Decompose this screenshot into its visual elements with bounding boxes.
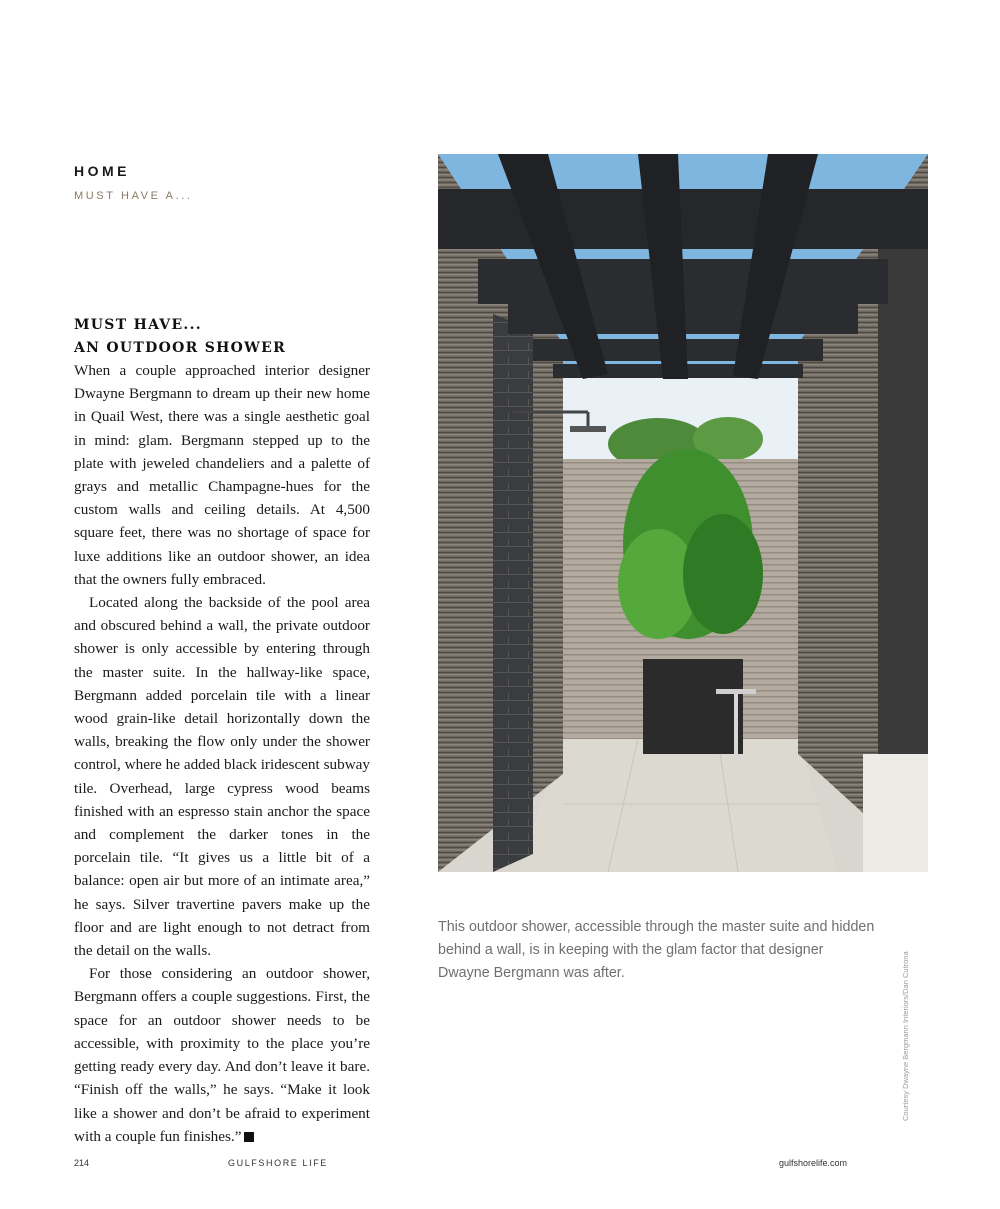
- end-mark-icon: [244, 1132, 254, 1142]
- page-number: 214: [74, 1158, 90, 1168]
- photo-illustration: [438, 154, 928, 872]
- subsection-label: MUST HAVE A...: [74, 190, 193, 202]
- photo-credit: Courtesy Dwayne Bergmann Interiors/Dan Cutrona: [901, 951, 910, 1121]
- website-url: gulfshorelife.com: [779, 1158, 848, 1168]
- heading-line-1: MUST HAVE...: [74, 317, 202, 333]
- article-body: [74, 359, 370, 1148]
- paragraph-3: [74, 962, 370, 1148]
- magazine-name: GULFSHORE LIFE: [228, 1158, 328, 1168]
- heading-line-2: AN OUTDOOR SHOWER: [74, 340, 287, 356]
- article-heading: [74, 314, 374, 360]
- paragraph-1: When a couple approached interior designer Dwayne Bergmann to dream up their new home in Quail West, there was a single aesthetic goal in mind: glam. Bergmann stepped up to the plate with jeweled chandeliers and a palette of grays and metallic Champagne-hues for the custom walls and ceiling details. At 4,500 square feet, there was no shortage of space for luxe additions like an outdoor shower, an idea that the owners fully embraced.: [74, 362, 370, 588]
- section-label: HOME: [74, 163, 130, 179]
- paragraph-2: Located along the backside of the pool area and obscured behind a wall, the private outdoor shower is only accessible by entering through the master suite. In the hallway-like space, Bergmann added porcelain tile with a linear wood grain-like detail horizontally down the walls, breaking the flow only under the shower control, where he added black iridescent subway tile. Overhead, large cypress wood beams finished with an espresso stain anchor the space and complement the darker tones in the porcelain tile. “It gives us a little bit of a balance: open air but more of an intimate area,” he says. Silver travertine pavers make up the floor and are light enough to not detract from the detail on the walls.: [74, 594, 370, 960]
- outdoor-shower-photo: [438, 154, 928, 872]
- photo-credit-container: [898, 921, 914, 1121]
- photo-caption: This outdoor shower, accessible through the master suite and hidden behind a wall, is in keeping with the glam factor that designer Dwayne Bergmann was after.: [438, 919, 875, 981]
- paragraph-3-text: For those considering an outdoor shower, Bergmann offers a couple suggestions. First, the space for an outdoor shower needs to be accessible, with proximity to the place you’re getting ready every day. And don’t leave it bare. “Finish off the walls,” he says. “Make it look like a shower and don’t be afraid to experiment with a couple fun finishes.”: [74, 965, 370, 1145]
